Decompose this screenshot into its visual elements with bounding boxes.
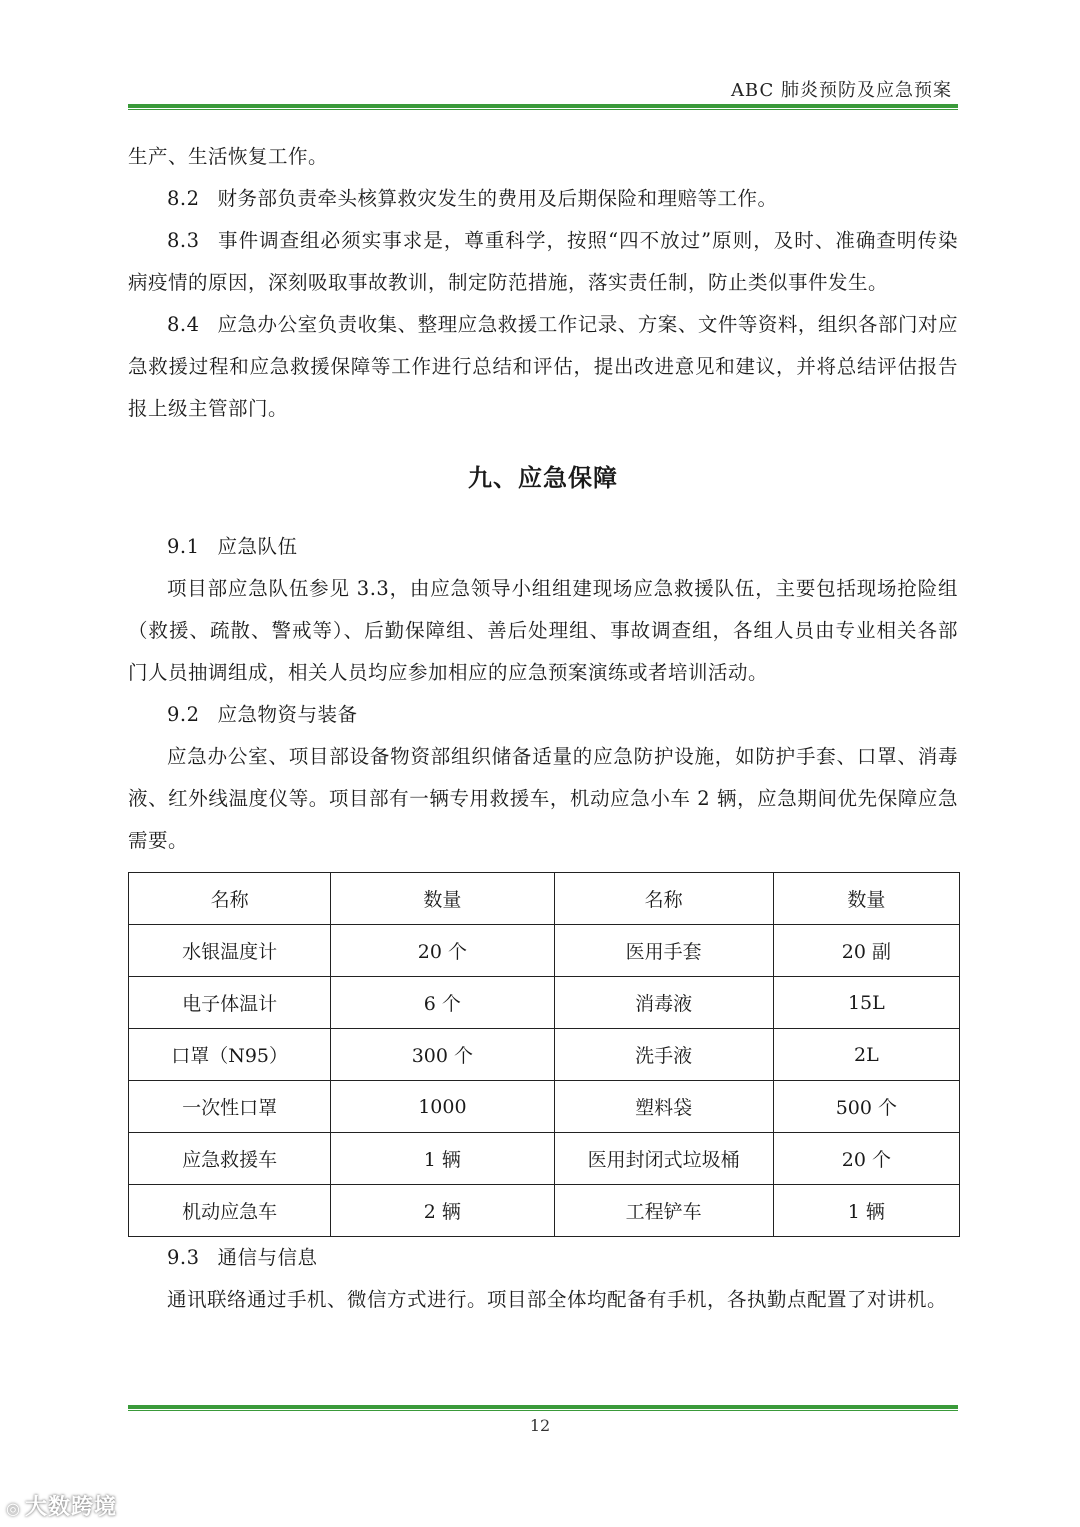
paragraph-8-4 (128, 304, 958, 430)
header-rule-thin (128, 109, 958, 110)
table-cell: 20 个 (331, 925, 554, 977)
subheading-9-3 (128, 1237, 958, 1279)
paragraph-9-1-body: 项目部应急队伍参见 3.3，由应急领导小组组建现场应急救援队伍，主要包括现场抢险组（救援、疏散、警戒等）、后勤保障组、善后处理组、事故调查组，各组人员由专业相关各部门人员抽调组成，相关人员均应参加相应的应急预案演练或者培训活动。 (128, 577, 958, 684)
clause-number: 9.3 (167, 1246, 200, 1269)
table-cell: 20 副 (773, 925, 959, 977)
watermark (6, 1490, 117, 1521)
paragraph-9-2-body: 应急办公室、项目部设备物资部组织储备适量的应急防护设施，如防护手套、口罩、消毒液、红外线温度仪等。项目部有一辆专用救援车，机动应急小车 2 辆，应急期间优先保障应急需要。 (128, 745, 958, 852)
subheading-9-2 (128, 694, 958, 736)
table-cell: 20 个 (773, 1133, 959, 1185)
subheading-9-1 (128, 526, 958, 568)
clause-number: 8.2 (167, 187, 200, 210)
table-row (129, 1133, 960, 1185)
clause-number: 9.2 (167, 703, 200, 726)
header-rule (128, 104, 958, 108)
footer-rule-thin (128, 1410, 958, 1411)
header-title: ABC 肺炎预防及应急预案 (730, 80, 952, 101)
table-row (129, 925, 960, 977)
table-cell: 消毒液 (554, 977, 773, 1029)
paragraph-8-2 (128, 178, 958, 220)
clause-text: 事件调查组必须实事求是，尊重科学，按照“四不放过”原则，及时、准确查明传染病疫情的原因，深刻吸取事故教训，制定防范措施，落实责任制，防止类似事件发生。 (128, 229, 958, 294)
table-row (129, 977, 960, 1029)
table-header-cell: 名称 (129, 873, 331, 925)
table-cell: 机动应急车 (129, 1185, 331, 1237)
table-header-cell: 数量 (773, 873, 959, 925)
clause-text: 财务部负责牵头核算救灾发生的费用及后期保险和理赔等工作。 (217, 187, 778, 210)
clause-number: 8.4 (167, 313, 200, 336)
table-cell: 1 辆 (331, 1133, 554, 1185)
table-cell: 300 个 (331, 1029, 554, 1081)
table-cell: 电子体温计 (129, 977, 331, 1029)
supplies-table (128, 872, 960, 1237)
table-cell: 水银温度计 (129, 925, 331, 977)
subheading-text: 通信与信息 (217, 1246, 318, 1269)
table-cell: 塑料袋 (554, 1081, 773, 1133)
table-row (129, 1185, 960, 1237)
table-cell: 医用手套 (554, 925, 773, 977)
clause-number: 9.1 (167, 535, 200, 558)
table-cell: 1 辆 (773, 1185, 959, 1237)
table-cell: 医用封闭式垃圾桶 (554, 1133, 773, 1185)
table-cell: 1000 (331, 1081, 554, 1133)
table-cell: 15L (773, 977, 959, 1029)
table-cell: 洗手液 (554, 1029, 773, 1081)
table-header-row (129, 873, 960, 925)
section-title: 九、应急保障 (468, 464, 618, 492)
table-cell: 工程铲车 (554, 1185, 773, 1237)
table-cell: 应急救援车 (129, 1133, 331, 1185)
table-cell: 2L (773, 1029, 959, 1081)
table-cell: 2 辆 (331, 1185, 554, 1237)
table-row (129, 1081, 960, 1133)
subheading-text: 应急物资与装备 (217, 703, 358, 726)
table-header-cell: 名称 (554, 873, 773, 925)
footer-rule (128, 1405, 958, 1409)
subheading-text: 应急队伍 (217, 535, 298, 558)
paragraph-9-3-body: 通讯联络通过手机、微信方式进行。项目部全体均配备有手机，各执勤点配置了对讲机。 (167, 1288, 948, 1311)
clause-text: 应急办公室负责收集、整理应急救援工作记录、方案、文件等资料，组织各部门对应急救援过程和应急救援保障等工作进行总结和评估，提出改进意见和建议，并将总结评估报告报上级主管部门。 (128, 313, 958, 420)
page-content (128, 136, 958, 1321)
table-header-cell: 数量 (331, 873, 554, 925)
table-row (129, 1029, 960, 1081)
clause-number: 8.3 (167, 229, 200, 252)
page-number: 12 (529, 1416, 551, 1435)
paragraph-continuation: 生产、生活恢复工作。 (128, 145, 329, 168)
table-cell: 一次性口罩 (129, 1081, 331, 1133)
table-cell: 6 个 (331, 977, 554, 1029)
watermark-logo-icon: ◎ (6, 1498, 21, 1518)
table-cell: 500 个 (773, 1081, 959, 1133)
table-cell: 口罩（N95） (129, 1029, 331, 1081)
watermark-text: 大数跨境 (24, 1495, 117, 1520)
paragraph-8-3 (128, 220, 958, 304)
